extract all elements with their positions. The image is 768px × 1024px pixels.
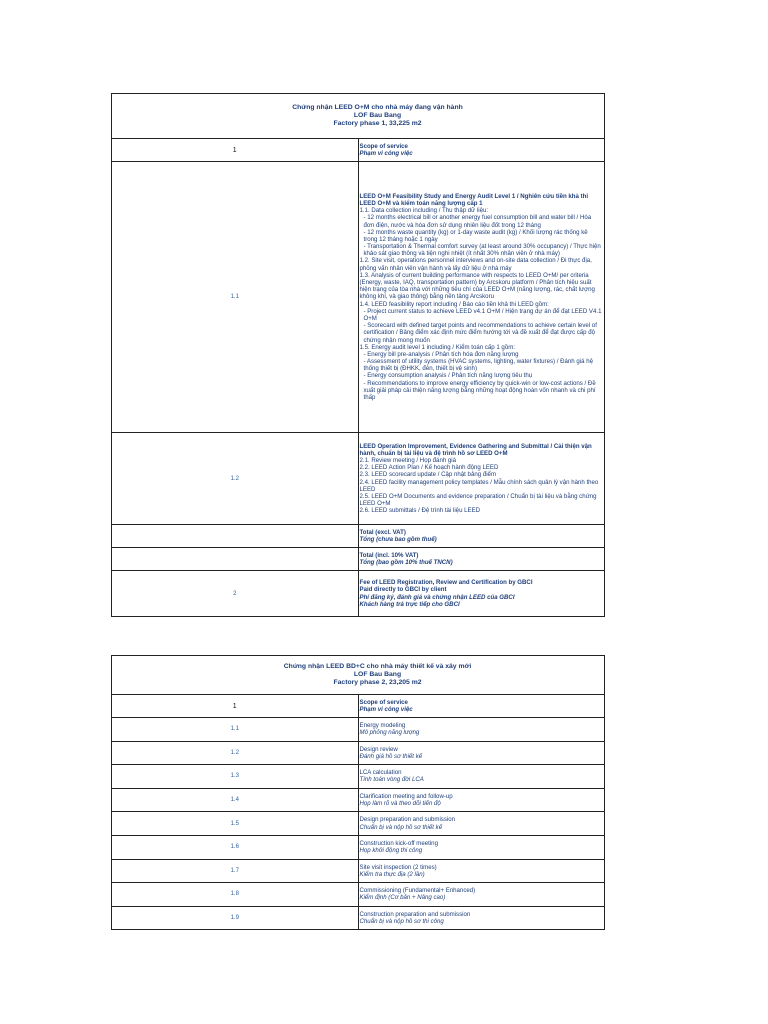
gbci-fee-vi: Phí đăng ký, đánh giá và chứng nhận LEED của GBCI xyxy=(359,593,515,601)
row-line: 1.5. Energy audit level 1 including / Kiểm toán cấp 1 gồm: xyxy=(359,343,515,351)
gbci-fee-cell xyxy=(358,571,605,617)
row-line: 2.2. LEED Action Plan / Kế hoạch hành động LEED xyxy=(359,464,499,472)
table-row xyxy=(112,788,605,812)
table-row xyxy=(112,741,605,765)
item-vi: Đánh giá hồ sơ thiết kế xyxy=(359,752,423,760)
scope-label-vi: Phạm vi công việc xyxy=(359,150,413,157)
row-number: 1 xyxy=(112,139,359,162)
row-line: 1.2. Site visit, operations personnel interviews and on-site data collection / Đi thực địa, phỏng vấn nhân viên vận hành và lấy dữ liệu ở nhà máy xyxy=(359,257,592,272)
row-number: 1.3 xyxy=(112,765,359,789)
row-number: 1 xyxy=(112,695,359,718)
scope-row xyxy=(112,139,605,162)
table-row xyxy=(112,765,605,789)
row-number: 1.2 xyxy=(112,741,359,765)
item-en: Energy modeling xyxy=(359,722,406,730)
row-line: - Assessment of utility systems (HVAC systems, lighting, water fixtures) / Đánh giá hệ thống thiết bị (ĐHKK, đèn, thiết bị vệ sinh) xyxy=(363,358,593,373)
row-number: 1.8 xyxy=(112,883,359,907)
row-line: 2.4. LEED facility management policy templates / Mẫu chính sách quản lý vận hành theo LEED xyxy=(359,478,599,493)
item-en: LCA calculation xyxy=(359,769,402,777)
gbci-fee-row xyxy=(112,571,605,617)
table-row xyxy=(112,859,605,883)
total-excl-vi: Tổng (chưa bao gồm thuế) xyxy=(359,536,437,543)
row-line: 1.4. LEED feasibility report including / Báo cáo tiền khả thi LEED gồm: xyxy=(359,300,549,308)
gbci-paid-vi: Khách hàng trả trực tiếp cho GBCI xyxy=(359,600,460,608)
row-line: - Scorecard with defined target points and recommendations to achieve certain level of certification / Bảng điểm xác định mức điểm hướng tới và đề xuất để đạt được cấp độ chứng nhận mong muốn xyxy=(363,322,597,344)
table-title: Chứng nhận LEED BD+C cho nhà máy thiết kế và xây mới xyxy=(283,662,472,670)
scope-row xyxy=(112,695,605,718)
empty-cell xyxy=(112,548,359,571)
row-description xyxy=(358,765,605,789)
item-vi: Mô phỏng năng lượng xyxy=(359,729,420,737)
row-line: - Recommendations to improve energy efficiency by quick-win or low-cost actions / Đề xuất giải pháp cải thiện năng lượng bằng những hoạt động hoàn vốn nhanh và chi phí thấp xyxy=(363,379,596,402)
row-description xyxy=(358,883,605,907)
table-header-row xyxy=(112,656,605,695)
scope-label-cell xyxy=(358,695,605,718)
row-number: 1.5 xyxy=(112,812,359,836)
table-header-row xyxy=(112,94,605,139)
total-incl-en: Total (incl. 10% VAT) xyxy=(359,551,419,559)
row-description xyxy=(358,906,605,930)
item-en: Clarification meeting and follow-up xyxy=(359,792,453,800)
total-incl-cell xyxy=(358,548,605,571)
row-number: 1.2 xyxy=(112,433,359,525)
row-line: 2.5. LEED O+M Documents and evidence preparation / Chuẩn bị tài liệu và bằng chứng LEED O+M xyxy=(359,492,597,508)
leed-om-table xyxy=(111,93,605,617)
row-number: 1.7 xyxy=(112,859,359,883)
row-line: 1.3. Analysis of current building performance with respects to LEED O+M/ per criteria (Energy, waste, IAQ, transportation pattern) by Arcskoru platform / Phân tích hiệu suất hiện trạng của tòa nhà với những tiêu chí của LEED O+M (năng lượng, rác, chất lượng không khí, và giao thông) bằng nền tảng Arcskoru xyxy=(359,271,595,301)
project-name: LOF Bau Bang xyxy=(353,111,402,119)
item-en: Design review xyxy=(359,745,398,753)
row-number: 1.1 xyxy=(112,718,359,742)
row-line: - 12 months waste quantity (kg) or 1-day waste audit (kg) / Khối lượng rác thống kê trong 12 tháng hoặc 1 ngày xyxy=(363,228,588,243)
item-en: Design preparation and submission xyxy=(359,816,456,824)
scope-label-en: Scope of service xyxy=(359,142,408,150)
table-title: Chứng nhận LEED O+M cho nhà máy đang vận hành xyxy=(292,103,463,111)
total-incl-row xyxy=(112,548,605,571)
item-en: Construction preparation and submission xyxy=(359,910,471,918)
row-line: - Energy bill pre-analysis / Phân tích hóa đơn năng lượng xyxy=(363,350,519,358)
project-area: Factory phase 2, 23,205 m2 xyxy=(333,679,422,687)
table-row xyxy=(112,906,605,930)
row-line: 1.1. Data collection including / Thu thập dữ liệu: xyxy=(359,207,489,215)
table-title-cell xyxy=(112,656,605,695)
item-vi: Chuẩn bị và nộp hồ sơ thiết kế xyxy=(359,823,443,831)
row-description xyxy=(358,835,605,859)
row-line: 2.3. LEED scorecard update / Cập nhật bảng điểm xyxy=(359,471,497,479)
item-vi: Chuẩn bị và nộp hồ sơ thi công xyxy=(359,918,444,926)
project-name: LOF Bau Bang xyxy=(353,670,402,678)
row-title: LEED O+M Feasibility Study and Energy Audit Level 1 / Nghiên cứu tiền khả thi LEED O+M và kiểm toán năng lượng cấp 1 xyxy=(359,192,589,207)
leed-bdc-table xyxy=(111,655,605,930)
total-excl-cell xyxy=(358,525,605,548)
table-row xyxy=(112,718,605,742)
total-excl-row xyxy=(112,525,605,548)
item-vi: Tính toán vòng đời LCA xyxy=(359,776,424,784)
scope-label-en: Scope of service xyxy=(359,698,408,706)
table-row xyxy=(112,162,605,433)
gbci-paid-en: Paid directly to GBCI by client xyxy=(359,586,447,594)
table-row xyxy=(112,835,605,859)
row-number: 1.9 xyxy=(112,906,359,930)
row-title: LEED Operation Improvement, Evidence Gathering and Submittal / Cải thiện vận hành, chuẩn bị tài liệu và đệ trình hồ sơ LEED O+M xyxy=(359,442,592,457)
row-line: - Energy consumption analysis / Phân tích năng lượng tiêu thụ xyxy=(363,372,533,380)
row-description xyxy=(358,788,605,812)
row-description xyxy=(358,812,605,836)
scope-label-cell xyxy=(358,139,605,162)
item-en: Site visit inspection (2 times) xyxy=(359,863,437,871)
row-line: 2.1. Review meeting / Họp đánh giá xyxy=(359,456,457,464)
table-row xyxy=(112,883,605,907)
total-excl-en: Total (excl. VAT) xyxy=(359,528,406,536)
scope-label-vi: Phạm vi công việc xyxy=(359,706,413,713)
item-vi: Họp khởi động thi công xyxy=(359,847,423,855)
item-vi: Kiểm tra thực địa (2 lần) xyxy=(359,870,425,878)
gbci-fee-en: Fee of LEED Registration, Review and Certification by GBCI xyxy=(359,579,533,587)
total-incl-vi: Tổng (bao gồm 10% thuế TNCN) xyxy=(359,559,453,566)
item-en: Construction kick-off meeting xyxy=(359,840,438,848)
table-row xyxy=(112,433,605,525)
empty-cell xyxy=(112,525,359,548)
item-vi: Kiểm định (Cơ bản + Nâng cao) xyxy=(359,894,446,902)
project-area: Factory phase 1, 33,225 m2 xyxy=(333,120,422,128)
row-line: 2.6. LEED submittals / Đệ trình tài liệu LEED xyxy=(359,507,481,515)
item-vi: Họp làm rõ và theo dõi tiến độ xyxy=(359,800,441,808)
row-line: - Project current status to achieve LEED v4.1 O+M / Hiện trạng dự án để đạt LEED V4.1 O+M xyxy=(363,307,602,322)
row-number: 1.4 xyxy=(112,788,359,812)
row-description xyxy=(358,741,605,765)
row-description xyxy=(358,433,605,525)
row-description xyxy=(358,859,605,883)
row-description xyxy=(358,162,605,433)
row-number: 1.1 xyxy=(112,162,359,433)
row-description xyxy=(358,718,605,742)
row-number: 1.6 xyxy=(112,835,359,859)
row-line: - Transportation & Thermal comfort survey (at least around 30% occupancy) / Thực hiện khảo sát giao thông và tiện nghi nhiệt (ít nhất 30% nhân viên ở nhà máy) xyxy=(363,243,601,258)
table-title-cell xyxy=(112,94,605,139)
item-en: Commissioning (Fundamental+ Enhanced) xyxy=(359,887,476,895)
table-row xyxy=(112,812,605,836)
row-number: 2 xyxy=(112,571,359,617)
row-line: - 12 months electrical bill or another energy fuel consumption bill and water bill / Hóa đơn điện, nước và hóa đơn sử dụng nhiên liệu đốt trong 12 tháng xyxy=(363,214,592,229)
